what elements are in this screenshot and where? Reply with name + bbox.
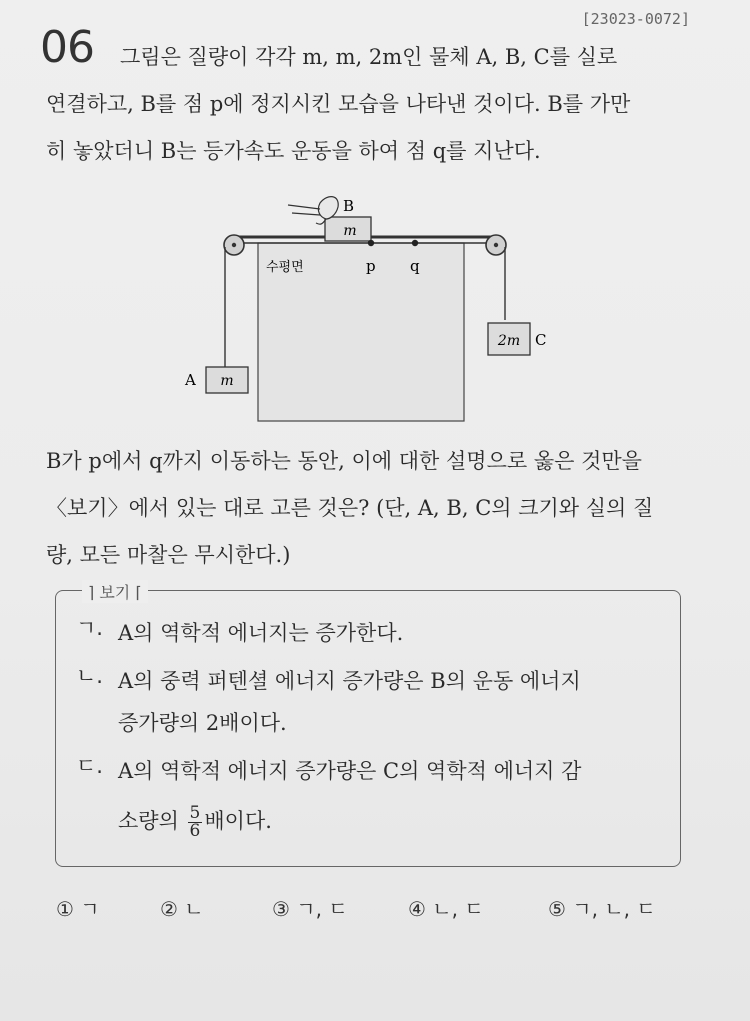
block-B-mass: m [343,223,357,239]
option-mark: ㄷ. [76,754,103,778]
stem-line-2: 연결하고, B를 점 p에 정지시킨 모습을 나타낸 것이다. B를 가만 [46,92,631,116]
physics-figure [170,185,550,425]
option-nieun [76,660,676,744]
option-text: A의 역학적 에너지는 증가한다. [118,621,404,645]
label-A: A [185,371,196,389]
stem-line-3: 히 놓았더니 B는 등가속도 운동을 하여 점 q를 지난다. [46,139,541,163]
bogi-options [76,612,676,850]
option-text-line-1: A의 중력 퍼텐셜 에너지 증가량은 B의 운동 에너지 [118,669,581,693]
option-text-line-1: A의 역학적 에너지 증가량은 C의 역학적 에너지 감 [118,759,582,783]
option-giyeok [76,612,676,654]
answer-choice-3[interactable]: ③ ㄱ, ㄷ [272,897,348,921]
bogi-title: ⌉ 보기 ⌈ [82,580,148,603]
question-stem [46,34,696,175]
question-code: [23023-0072] [581,10,690,28]
fraction: $\frac{5}{6}$ [189,803,201,841]
prompt-line-3: 량, 모든 마찰은 무시한다.) [46,543,291,567]
label-p: p [366,257,376,275]
right-pulley-hub [494,243,498,247]
option-digeut [76,750,676,850]
stem-line-1: 그림은 질량이 각각 m, m, 2m인 물체 A, B, C를 실로 [120,45,618,69]
answer-choice-4[interactable]: ④ ㄴ, ㄷ [408,897,484,921]
point-p-dot [368,240,374,246]
question-prompt [46,438,696,579]
block-A-mass: m [220,373,234,389]
label-B: B [343,197,355,215]
question-number: 06 [40,22,94,73]
prompt-line-2: 〈보기〉에서 있는 대로 고른 것은? (단, A, B, C의 크기와 실의 질 [46,496,654,520]
option-text-line-2: 증가량의 2배이다. [118,711,287,735]
label-C: C [535,331,547,349]
point-q-dot [412,240,418,246]
pulley-diagram [170,185,550,425]
label-surface: 수평면 [266,260,304,275]
prompt-line-1: B가 p에서 q까지 이동하는 동안, 이에 대한 설명으로 옳은 것만을 [46,449,642,473]
label-q: q [410,257,420,275]
answer-choice-1[interactable]: ① ㄱ [56,897,100,921]
option-mark: ㄴ. [76,664,103,688]
option-mark: ㄱ. [76,616,103,640]
left-pulley-hub [232,243,236,247]
answer-choice-5[interactable]: ⑤ ㄱ, ㄴ, ㄷ [548,897,656,921]
block-C-mass: 2m [497,333,521,349]
answer-choice-2[interactable]: ② ㄴ [160,897,204,921]
option-text-line-2: 소량의 $\frac{5}{6}$ 배이다. [118,803,272,841]
